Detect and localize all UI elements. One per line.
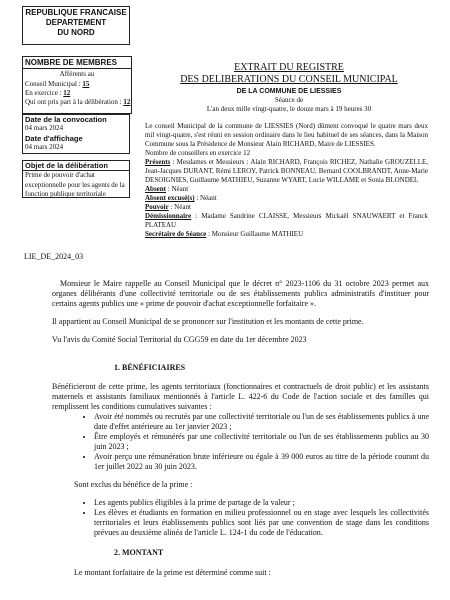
demission-line: Démissionnaire : Madame Sandrine CLAISSE, Messieurs Mickaël SNAUWAERT et Franck PLATEAU [145,212,428,229]
convocation-date: 04 mars 2024 [25,124,64,133]
objet-box [22,160,130,198]
session-details [145,122,428,238]
seance-label: Séance de [274,96,304,104]
list-item: • Avoir perçu une rémunération brute inférieure ou égale à 39 000 euros au titre de la période courant du 1er juillet 2022 au 30 juin 2023. [94,452,429,472]
register-title: EXTRAIT DU REGISTRE [234,62,344,73]
members-line3: En exercice : 12 [25,88,71,97]
exclusions-intro: Sont exclus du bénéfice de la prime : [74,480,193,489]
section-beneficiaires-title: 1. BÉNÉFICIAIRES [114,363,186,372]
secretaire-line: Secrétaire de Séance : Monsieur Guillaume MATHIEU [145,230,304,238]
list-item: • Les élèves et étudiants en formation en milieu professionnel ou en stage avec lesquels les collectivités territoriales et leurs établissements publics sont liés par une convention de stage dans les conditions prévues au deuxième alinéa de l'article L. 124-1 du code de l'éducation. [94,508,429,538]
excuses-line: Absent excusé(s) : Néant [145,194,217,202]
commune-name: DE LA COMMUNE DE LIESSIES [236,88,342,95]
register-subtitle: DES DELIBERATIONS DU CONSEIL MUNICIPAL [180,74,398,85]
absent-line: Absent : Néant [145,185,189,193]
republic-box [22,6,130,45]
exclusions-list [80,498,429,538]
decision-body [52,279,429,578]
list-item: • Avoir été nommés ou recrutés par une collectivité territoriale ou l'un de ses établissements publics à une date d'effet antérieure au 1er janvier 2023 ; [94,412,429,432]
members-box [22,56,132,114]
list-item: • Être employés et rémunérés par une collectivité territoriale ou l'un de ses établissements publics au 30 juin 2023 ; [94,432,429,452]
section-montant-title: 2. MONTANT [114,548,164,557]
convocation-title: Date de la convocation [25,115,107,124]
members-line4: Qui ont pris part à la délibération : 12 [25,98,131,107]
seance-date: L'an deux mille vingt-quatre, le douze mars à 19 heures 30 [206,105,372,113]
reference-number: LIE_DE_2024_03 [24,252,84,261]
affichage-date: 04 mars 2024 [25,142,64,151]
paragraph-decret: Monsieur le Maire rappelle au Conseil Municipal que le décret n° 2023-1106 du 31 octobre 2023 permet aux organes délibérants d'une collectivité territoriale ou de ses établissements publics administratifs d'instituer pour certains agents publics une « prime de pouvoir d'achat exceptionnelle forfaitaire ». [52,279,429,308]
conseillers-count: Nombre de conseillers en exercice 12 [145,149,251,157]
convocation-box [22,114,130,154]
members-line2: Conseil Municipal : 15 [25,79,90,88]
list-item: • Les agents publics éligibles à la prime de partage de la valeur ; [94,498,429,508]
objet-text: Prime de pouvoir d'achat exceptionnelle pour les agents de la fonction publique territoriale [25,171,125,198]
paragraph-institution: Il appartient au Conseil Municipal de se prononcer sur l'institution et les montants de cette prime. [52,317,364,326]
paragraph-avis: Vu l'avis du Comité Social Territorial du CGG59 en date du 1er décembre 2023 [52,335,307,344]
department-line: DEPARTEMENT [45,18,107,27]
affichage-title: Date d'affichage [25,133,83,143]
session-intro: Le conseil Municipal de la commune de LIESSIES (Nord) dûment convoqué le quatre mars deux mil vingt-quatre, s'est réuni en session ordinaire dans le lieu habituel de ses séances, dans la Maison Commune sous la Présidence de Monsieur Alain RICHARD, Maire de LIESSIES. [145,122,428,148]
members-line1: Afférents au [59,70,95,79]
republic-line: REPUBLIQUE FRANCAISE [25,8,127,17]
department-name-line: DU NORD [57,28,95,37]
section-beneficiaires-text: Bénéficieront de cette prime, les agents territoriaux (fonctionnaires et contractuels de droit public) et les assistants maternels et assistants familiaux mentionnés à l'article L. 422-6 du Code de l'action sociale et des familles qui remplissent les conditions cumulatives suivantes : [52,382,429,411]
conditions-list [80,412,429,472]
section-montant-text: Le montant forfaitaire de la prime est déterminé comme suit : [74,568,271,577]
objet-title: Objet de la délibération [23,161,129,171]
pouvoir-line: Pouvoir : Néant [145,203,191,211]
presents-line: Présents : Mesdames et Messieurs : Alain RICHARD, François RICHEZ, Nathalie GROUZELLE, Jean-Jacques DURANT, Rémi LEROY, Patrick BONNEAU, Bernard COOLBRANDT, Anne-Marie DESOIGNIES, Guillaume MATHIEU, Suzanne WYART, Lucie WILLAME et Sonia BLONDEL [145,158,428,184]
members-title: NOMBRE DE MEMBRES [23,57,131,69]
register-header [150,62,428,86]
